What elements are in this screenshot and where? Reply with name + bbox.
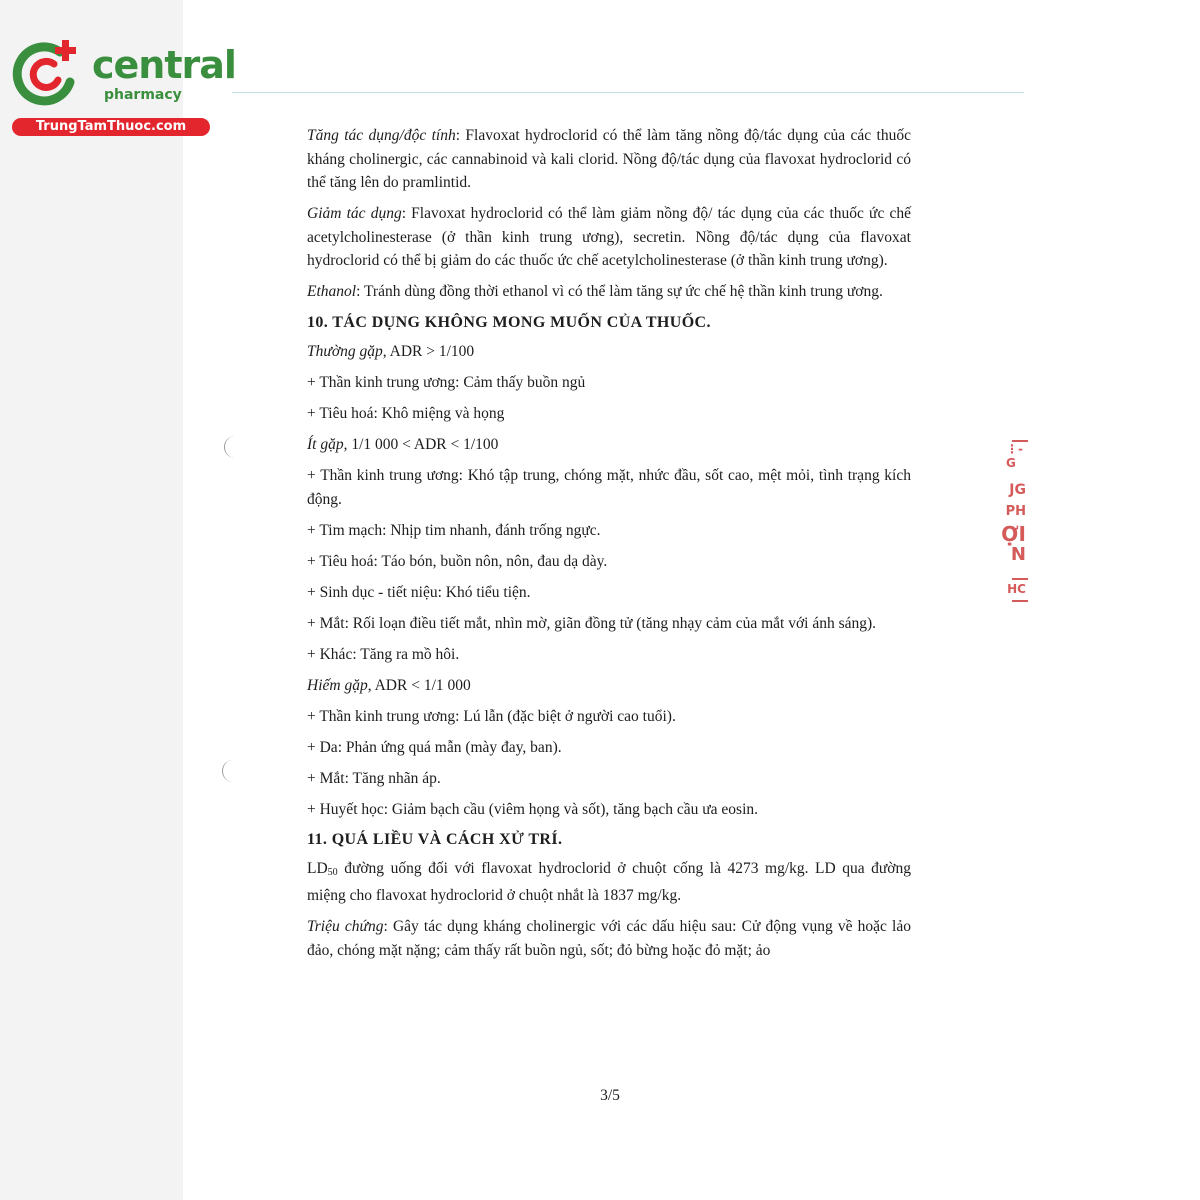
list-item: + Thần kinh trung ương: Khó tập trung, chóng mặt, nhức đầu, sốt cao, mệt mỏi, tình trạng kích động. [307,467,911,508]
frequency-uncommon: Ít gặp, 1/1 000 < ADR < 1/100 [307,436,499,453]
paragraph-ethanol: Ethanol: Tránh dùng đồng thời ethanol vì có thể làm tăng sự ức chế hệ thần kinh trung ương. [307,283,883,300]
list-item: + Tiêu hoá: Táo bón, buồn nôn, nôn, đau dạ dày. [307,552,608,570]
list-item: + Sinh dục - tiết niệu: Khó tiểu tiện. [307,583,531,601]
list-item: + Thần kinh trung ương: Cảm thấy buồn ngủ [307,374,586,391]
logo-url-badge: TrungTamThuoc.com [12,118,210,136]
paragraph-ld50: $LD_{50}$ đường uống đối với flavoxat hydroclorid ở chuột cống là 4273 mg/kg. LD qua đường miệng cho flavoxat hydroclorid ở chuột nhắt là 1837 mg/kg. [307,859,911,904]
list-item: + Khác: Tăng ra mồ hôi. [307,645,460,663]
section-heading-10: 10. TÁC DỤNG KHÔNG MONG MUỐN CỦA THUỐC. [307,314,711,331]
list-item: + Mắt: Tăng nhãn áp. [307,769,441,787]
paragraph-decrease-effect: Giảm tác dụng: Flavoxat hydroclorid có thể làm giảm nồng độ/ tác dụng của các thuốc ức chế acetylcholinesterase (ở thần kinh trung ương), secretin. Nồng độ/tác dụng của flavoxat hydroclorid có thể bị giảm do các thuốc ức chế acetylcholinesterase (ở thần kinh trung ương). [307,205,911,269]
punch-hole-top [224,436,245,458]
punch-hole-bottom [222,760,243,782]
red-stamp-fragment: ⋮-G JG PH ỢI N HC [1006,438,1028,608]
list-item: + Thần kinh trung ương: Lú lẫn (đặc biệt ở người cao tuổi). [307,707,676,725]
list-item: + Huyết học: Giảm bạch cầu (viêm họng và sốt), tăng bạch cầu ưa eosin. [307,800,758,818]
section-heading-11: 11. QUÁ LIỀU VÀ CÁCH XỬ TRÍ. [307,830,563,848]
list-item: + Tim mạch: Nhịp tim nhanh, đánh trống ngực. [307,521,601,539]
central-pharmacy-logo [8,36,236,136]
header-rule [232,92,1024,93]
pharmacy-cross-logo-icon [10,38,82,110]
list-item: + Tiêu hoá: Khô miệng và họng [307,405,505,422]
document-content [307,124,911,970]
frequency-rare: Hiếm gặp, ADR < 1/1 000 [307,676,471,694]
logo-name: central [92,43,236,87]
paragraph-symptoms: Triệu chứng: Gây tác dụng kháng cholinergic với các dấu hiệu sau: Cử động vụng về hoặc lảo đảo, chóng mặt nặng; cảm thấy rất buồn ngủ, sốt; đỏ bừng hoặc đỏ mặt; ảo [307,918,911,959]
list-item: + Mắt: Rối loạn điều tiết mắt, nhìn mờ, giãn đồng tử (tăng nhạy cảm của mắt với ánh sáng). [307,614,877,632]
page-number: 3/5 [600,1087,620,1104]
frequency-common: Thường gặp, ADR > 1/100 [307,343,475,360]
list-item: + Da: Phản ứng quá mẫn (mày đay, ban). [307,738,562,756]
logo-subtitle: pharmacy [104,87,182,103]
paragraph-increase-effect: Tăng tác dụng/độc tính: Flavoxat hydroclorid có thể làm tăng nồng độ/tác dụng của các thuốc kháng cholinergic, các cannabinoid và kali clorid. Nồng độ/tác dụng của flavoxat hydroclorid có thể tăng lên do pramlintid. [307,127,911,191]
